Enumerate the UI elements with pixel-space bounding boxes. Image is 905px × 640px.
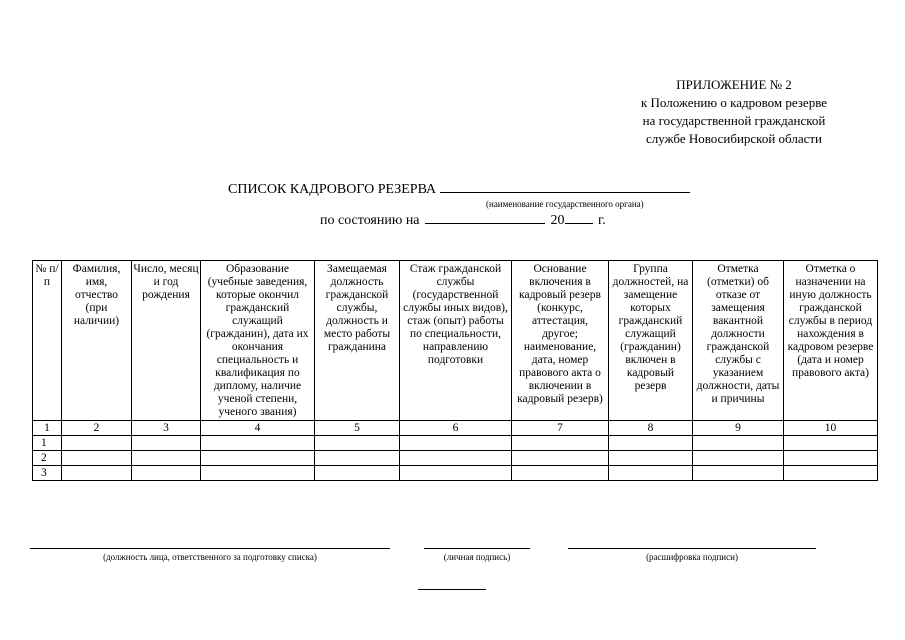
position-signature-line[interactable] [30, 548, 390, 549]
position-signature-label: (должность лица, ответственного за подготовку списка) [103, 552, 317, 562]
table-cell[interactable] [400, 466, 512, 481]
agency-name-hint: (наименование государственного органа) [486, 199, 644, 209]
column-number: 2 [62, 421, 132, 436]
column-number: 7 [512, 421, 609, 436]
table-cell[interactable] [62, 466, 132, 481]
column-header: Образование (учебные заведения, которые окончил гражданский служащий (гражданин), дата их окончания специальность и квалификация по диплому, наличие ученой степени, ученого звания) [201, 261, 315, 421]
table-cell[interactable] [784, 436, 878, 451]
column-header: Стаж гражданской службы (государственной службы иных видов), стаж (опыт) работы по специальности, направлению подготовки [400, 261, 512, 421]
column-number: 9 [693, 421, 784, 436]
table-cell[interactable] [315, 451, 400, 466]
column-header: Фамилия, имя, отчество (при наличии) [62, 261, 132, 421]
table-cell[interactable] [315, 466, 400, 481]
personal-signature-line[interactable] [424, 548, 530, 549]
table-cell[interactable] [609, 466, 693, 481]
column-number: 1 [33, 421, 62, 436]
column-header: № п/п [33, 261, 62, 421]
appendix-line: на государственной гражданской [642, 113, 826, 128]
row-number: 1 [33, 436, 62, 451]
table-cell[interactable] [132, 466, 201, 481]
column-number: 5 [315, 421, 400, 436]
column-number: 6 [400, 421, 512, 436]
table-cell[interactable] [62, 436, 132, 451]
table-cell[interactable] [400, 436, 512, 451]
as-of-date-prefix: по состоянию на [320, 213, 420, 228]
appendix-line: к Положению о кадровом резерве [640, 95, 828, 110]
column-header: Замещаемая должность гражданской службы, должность и место работы гражданина [315, 261, 400, 421]
appendix-block [600, 76, 868, 148]
year-blank[interactable] [565, 211, 593, 224]
column-header: Отметка (отметки) об отказе от замещения вакантной должности гражданской службы с указанием должности, даты и причины [693, 261, 784, 421]
table-row [33, 436, 878, 451]
year-prefix: 20 [550, 213, 565, 228]
column-header: Группа должностей, на замещение которых гражданский служащий (гражданин) включен в кадровый резерв [609, 261, 693, 421]
table-cell[interactable] [609, 451, 693, 466]
table-cell[interactable] [400, 451, 512, 466]
appendix-line: службе Новосибирской области [645, 131, 822, 146]
list-title [228, 180, 690, 198]
table-cell[interactable] [784, 451, 878, 466]
signature-decoding-line[interactable] [568, 548, 816, 549]
table-cell[interactable] [512, 466, 609, 481]
table-cell[interactable] [693, 436, 784, 451]
table-cell[interactable] [693, 451, 784, 466]
as-of-date-line [320, 211, 606, 229]
table-cell[interactable] [132, 451, 201, 466]
column-number: 3 [132, 421, 201, 436]
table-cell[interactable] [315, 436, 400, 451]
table-cell[interactable] [512, 436, 609, 451]
column-number-row [33, 421, 878, 436]
row-number: 3 [33, 466, 62, 481]
table-row [33, 466, 878, 481]
signature-decoding-label: (расшифровка подписи) [646, 552, 738, 562]
row-number: 2 [33, 451, 62, 466]
table-row [33, 451, 878, 466]
column-number: 4 [201, 421, 315, 436]
column-number: 8 [609, 421, 693, 436]
header-row [33, 261, 878, 421]
column-header: Основание включения в кадровый резерв (конкурс, аттестация, другое; наименование, дата, номер правового акта о включении в кадровый резерв) [512, 261, 609, 421]
year-suffix: г. [598, 213, 606, 228]
table-cell[interactable] [512, 451, 609, 466]
column-header: Число, месяц и год рождения [132, 261, 201, 421]
list-title-text: СПИСОК КАДРОВОГО РЕЗЕРВА [228, 182, 437, 197]
column-number: 10 [784, 421, 878, 436]
column-header: Отметка о назначении на иную должность гражданской службы в период нахождения в кадровом резерве (дата и номер правового акта) [784, 261, 878, 421]
table-cell[interactable] [784, 466, 878, 481]
table-cell[interactable] [693, 466, 784, 481]
personal-signature-label: (личная подпись) [443, 552, 511, 562]
date-blank[interactable] [425, 211, 545, 224]
table-cell[interactable] [201, 466, 315, 481]
table-cell[interactable] [609, 436, 693, 451]
table-cell[interactable] [132, 436, 201, 451]
appendix-title: ПРИЛОЖЕНИЕ № 2 [676, 77, 792, 92]
reserve-list-table [32, 260, 878, 481]
table-cell[interactable] [201, 451, 315, 466]
signing-date-line[interactable] [418, 589, 486, 590]
table-cell[interactable] [62, 451, 132, 466]
table-cell[interactable] [201, 436, 315, 451]
agency-name-blank[interactable] [440, 180, 690, 193]
